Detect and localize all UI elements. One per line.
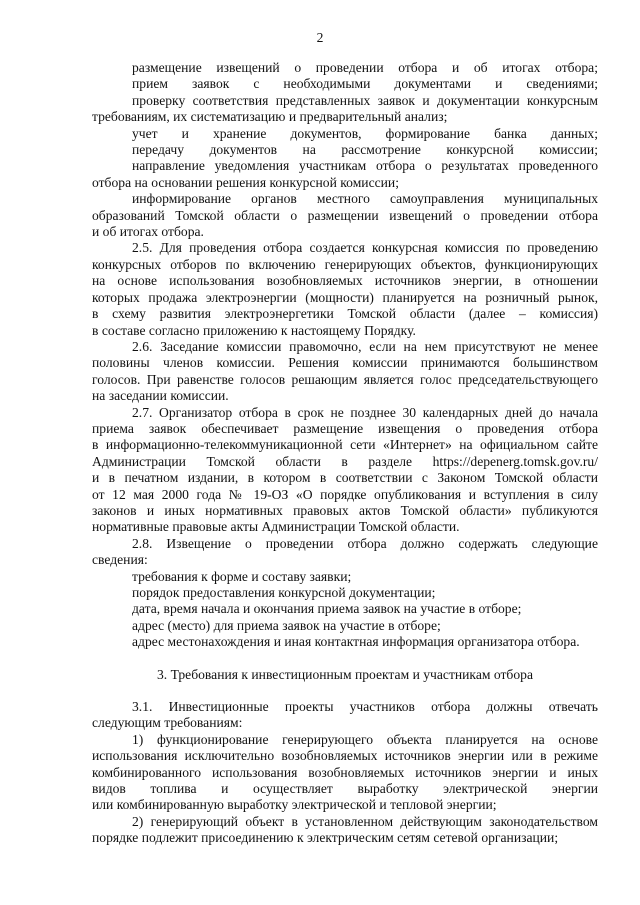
list-item-line: и об итогах отбора. <box>92 224 204 240</box>
notice-contents-list <box>92 569 598 651</box>
paragraph-line: комбинированного использования возобновляемых источников энергии и иных <box>92 764 598 780</box>
paragraph-line: на основе использования возобновляемых источников энергии, в отношении <box>92 273 598 289</box>
list-item: прием заявок с необходимыми документами и сведениями; <box>132 76 598 92</box>
paragraph-line: 2) генерирующий объект в установленном действующим законодательством <box>132 813 598 829</box>
paragraph-line: и в печатном издании, в котором в соответствии с Законом Томской области <box>92 470 598 486</box>
paragraph-2-7 <box>92 405 598 536</box>
organizer-functions-list <box>92 60 598 240</box>
paragraph-line: законов и иных нормативных правовых актов Томской области» публикуются <box>92 502 598 518</box>
paragraph-2-8 <box>92 536 598 569</box>
list-item-line: образований Томской области о размещении извещений о проведении отбора <box>92 207 598 223</box>
page-content <box>92 60 598 847</box>
paragraph-line: в информационно-телекоммуникационной сети «Интернет» на официальном сайте <box>92 437 598 453</box>
list-item: передачу документов на рассмотрение конкурсной комиссии; <box>132 142 598 158</box>
paragraph-line: использования исключительно возобновляемых источников энергии или в режиме <box>92 748 598 764</box>
list-item-line: требованиям, их систематизацию и предварительный анализ; <box>92 109 448 125</box>
paragraph-line: 1) функционирование генерирующего объекта планируется на основе <box>132 731 598 747</box>
page-number: 2 <box>316 30 324 45</box>
list-item-line: направление уведомления участникам отбора о результатах проведенного <box>132 158 598 174</box>
paragraph-line: видов топлива и осуществляет выработку электрической энергии <box>92 781 598 797</box>
paragraph-line: нормативные правовые акты Администрации Томской области. <box>92 519 460 535</box>
list-item-line: проверку соответствия представленных заявок и документации конкурсным <box>132 92 598 108</box>
paragraph-line: 2.5. Для проведения отбора создается конкурсная комиссия по проведению <box>132 240 598 256</box>
list-item-line: отбора на основании решения конкурсной комиссии; <box>92 174 399 190</box>
list-item: дата, время начала и окончания приема заявок на участие в отборе; <box>132 601 522 617</box>
paragraph-2-5 <box>92 240 598 338</box>
list-item: адрес местонахождения и иная контактная информация организатора отбора. <box>132 634 580 650</box>
paragraph-line: половины членов комиссии. Решения комиссии принимаются большинством <box>92 355 598 371</box>
list-item: размещение извещений о проведении отбора и об итогах отбора; <box>132 60 598 75</box>
requirement-item-2 <box>92 814 598 847</box>
paragraph-line: сведения: <box>92 552 148 568</box>
spacer <box>92 651 598 667</box>
section-3-heading: 3. Требования к инвестиционным проектам и участникам отбора <box>157 666 533 682</box>
paragraph-line: следующим требованиям: <box>92 715 243 731</box>
paragraph-line: на заседании комиссии. <box>92 388 229 404</box>
paragraph-line: конкурсных отборов по включению генерирующих объектов, функционирующих <box>92 256 598 272</box>
paragraph-line: которых продажа электроэнергии (мощности) планируется на розничный рынок, <box>92 289 598 305</box>
paragraph-line: 2.8. Извещение о проведении отбора должно содержать следующие <box>132 535 598 551</box>
paragraph-line: или комбинированную выработку электрической и тепловой энергии; <box>92 797 497 813</box>
paragraph-line: от 12 мая 2000 года № 19-ОЗ «О порядке опубликования и вступления в силу <box>92 486 598 502</box>
paragraph-line: 2.7. Организатор отбора в срок не позднее 30 календарных дней до начала <box>132 404 598 420</box>
paragraph-line: Администрации Томской области в разделе https://depenerg.tomsk.gov.ru/ <box>92 453 598 469</box>
list-item: адрес (место) для приема заявок на участие в отборе; <box>132 617 441 633</box>
paragraph-3-1 <box>92 699 598 732</box>
list-item: порядок предоставления конкурсной документации; <box>132 585 436 600</box>
list-item-line: информирование органов местного самоуправления муниципальных <box>132 191 598 207</box>
paragraph-line: 2.6. Заседание комиссии правомочно, если на нем присутствуют не менее <box>132 338 598 354</box>
list-item: учет и хранение документов, формирование банка данных; <box>132 125 598 141</box>
spacer <box>92 683 598 699</box>
paragraph-line: 3.1. Инвестиционные проекты участников отбора должны отвечать <box>132 699 598 715</box>
paragraph-line: голосов. При равенстве голосов решающим является голос председательствующего <box>92 371 598 387</box>
list-item: требования к форме и составу заявки; <box>132 568 352 584</box>
paragraph-line: в составе согласно приложению к настоящему Порядку. <box>92 322 416 338</box>
paragraph-line: приема заявок обеспечивает размещение извещения о проведения отбора <box>92 420 598 436</box>
paragraph-line: в схему развития электроэнергетики Томской области (далее – комиссия) <box>92 306 598 322</box>
paragraph-line: порядке подлежит присоединению к электрическим сетям сетевой организации; <box>92 830 559 846</box>
requirement-item-1 <box>92 732 598 814</box>
paragraph-2-6 <box>92 339 598 405</box>
